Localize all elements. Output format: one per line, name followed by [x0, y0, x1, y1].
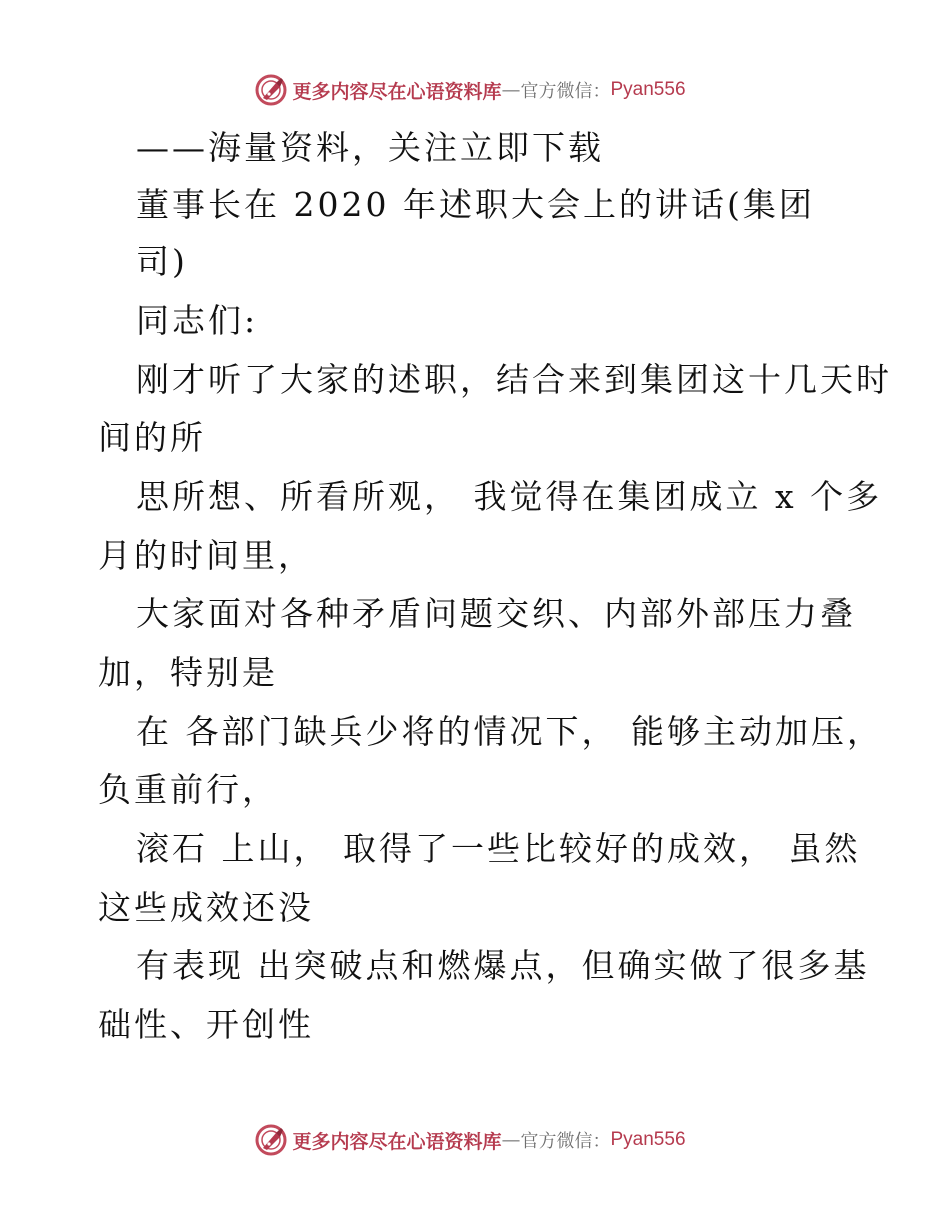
- text-line: 同志们:: [136, 301, 259, 340]
- banner-dash: —: [501, 79, 521, 101]
- header-watermark-banner: [0, 70, 950, 110]
- banner-promo-text: 更多内容尽在心语资料库: [292, 80, 502, 103]
- text-line: 月的时间里，: [98, 536, 314, 575]
- banner-dash: —: [501, 1129, 521, 1151]
- text-line: 这些成效还没: [98, 888, 314, 927]
- text-line: 司): [136, 242, 188, 281]
- pen-nib-logo-icon: [254, 1123, 288, 1157]
- text-line: 刚才听了大家的述职，结合来到集团这十几天时: [136, 360, 892, 399]
- text-line: 负重前行，: [98, 770, 278, 809]
- text-line: 滚石 上山， 取得了一些比较好的成效， 虽然: [136, 829, 861, 868]
- text-line: ——海量资料，关注立即下载: [136, 128, 604, 167]
- banner-wechat-account: Pyan556: [610, 1129, 686, 1150]
- banner-wechat-label: 官方微信：: [520, 1131, 611, 1152]
- footer-watermark-banner: [0, 1120, 950, 1160]
- banner-wechat-label: 官方微信：: [520, 81, 611, 102]
- text-line: 间的所: [98, 418, 206, 457]
- text-line: 加，特别是: [98, 653, 278, 692]
- text-line: 在 各部门缺兵少将的情况下， 能够主动加压，: [136, 712, 883, 751]
- text-line: 董事长在 2020 年述职大会上的讲话(集团: [136, 185, 815, 224]
- banner-wechat-account: Pyan556: [610, 79, 686, 100]
- text-line: 础性、开创性: [98, 1005, 314, 1044]
- pen-nib-logo-icon: [254, 73, 288, 107]
- text-line: 有表现 出突破点和燃爆点，但确实做了很多基: [136, 946, 870, 985]
- banner-promo-text: 更多内容尽在心语资料库: [292, 1130, 502, 1153]
- text-line: 大家面对各种矛盾问题交织、内部外部压力叠: [136, 594, 856, 633]
- text-line: 思所想、所看所观， 我觉得在集团成立 x 个多: [136, 477, 883, 516]
